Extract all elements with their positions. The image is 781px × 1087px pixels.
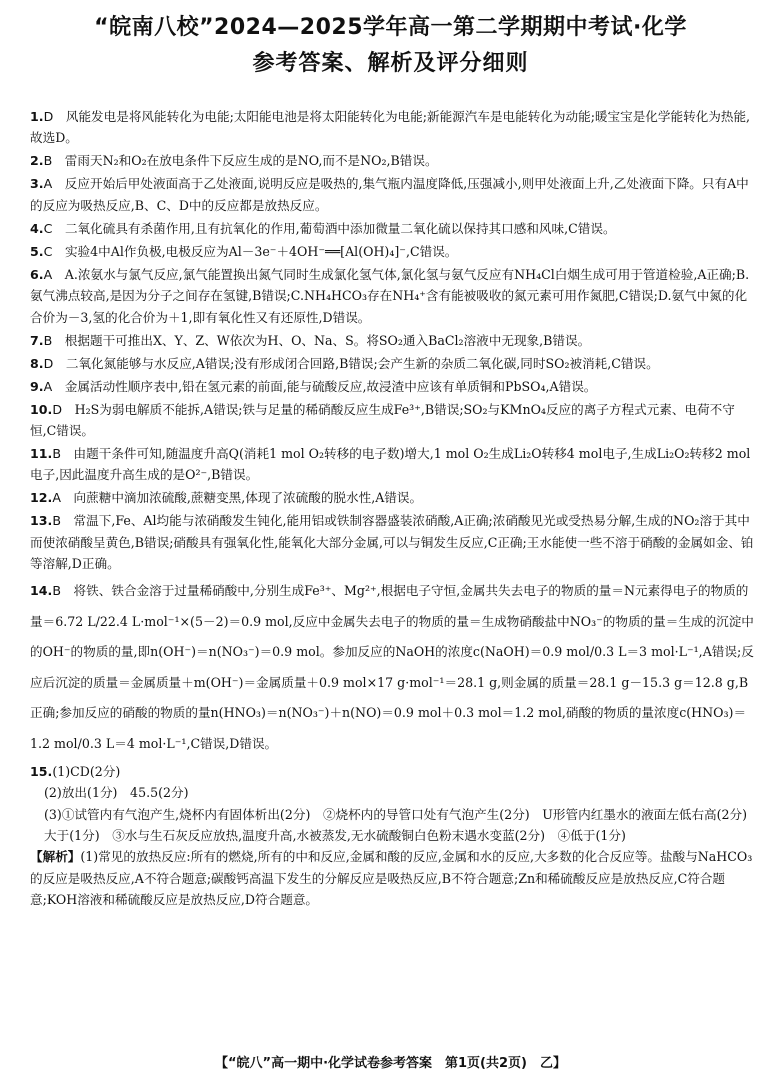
- answer-item: [30, 353, 758, 374]
- question-number: 4.: [30, 220, 44, 236]
- answer-letter: D: [43, 355, 54, 371]
- answer-letter: B: [52, 583, 61, 599]
- question-number: 2.: [30, 153, 44, 169]
- answer-item: [30, 264, 758, 328]
- analysis-label: 【解析】: [30, 849, 81, 865]
- answer-item: [30, 150, 758, 171]
- explanation-text: 根据题干可推出X、Y、Z、W依次为H、O、Na、S。将SO₂通入BaCl₂溶液中无现象,B错误。: [64, 332, 591, 348]
- explanation-text: H₂S为弱电解质不能拆,A错误;铁与足量的稀硝酸反应生成Fe³⁺,B错误;SO₂与KMnO₄反应的离子方程式元素、电荷不守恒,C错误。: [30, 401, 735, 439]
- page-footer: 【“皖八”高一期中·化学试卷参考答案 第1页(共2页) 乙】: [214, 1056, 566, 1071]
- answer-item: [30, 576, 758, 759]
- question-number: 7.: [30, 332, 44, 348]
- answer-letter: A: [43, 176, 53, 192]
- question-number: 10.: [30, 401, 53, 417]
- q15-part-3: (3)①试管内有气泡产生,烧杯内有固体析出(2分) ②烧杯内的导管口处有气泡产生(2分) U形管内红墨水的液面左低右高(2分) 大于(1分) ③水与生石灰反应放热,温度升高,水被蒸发,无水硫酸铜白色粉末遇水变蓝(2分) ④低于(1分): [44, 806, 760, 844]
- answer-item: [30, 241, 758, 262]
- answer-letter: A: [43, 378, 53, 394]
- question-number: 9.: [30, 378, 44, 394]
- answer-item: [30, 443, 758, 486]
- question-number: 15.: [30, 763, 53, 779]
- explanation-text: 二氧化氮能够与水反应,A错误;没有形成闭合回路,B错误;会产生新的杂质二氧化碳,同时SO₂被消耗,C错误。: [65, 355, 659, 371]
- explanation-text: 反应开始后甲处液面高于乙处液面,说明反应是吸热的,集气瓶内温度降低,压强减小,则甲处液面上升,乙处液面下降。只有A中的反应为吸热反应,B、C、D中的反应都是放热反应。: [30, 176, 749, 213]
- question-number: 13.: [30, 513, 53, 529]
- answer-item-15: [30, 761, 758, 911]
- answer-item: [30, 106, 758, 149]
- question-number: 14.: [30, 583, 53, 599]
- explanation-text: 常温下,Fe、Al均能与浓硝酸发生钝化,能用铝或铁制容器盛装浓硝酸,A正确;浓硝酸见光或受热易分解,生成的NO₂溶于其中而使浓硝酸呈黄色,B错误;硝酸具有强氧化性,能氧化大部分金属,可以与铜发生反应,C正确;王水能使一些不溶于硝酸的金属如金、铂等溶解,D正确。: [30, 513, 754, 572]
- answers-body: [30, 106, 758, 912]
- q15-part-2: (2)放出(1分) 45.5(2分): [44, 785, 189, 801]
- answer-item: [30, 218, 758, 239]
- answer-letter: D: [43, 109, 54, 124]
- question-number: 12.: [30, 490, 53, 506]
- question-number: 8.: [30, 355, 44, 371]
- explanation-text: 向蔗糖中滴加浓硫酸,蔗糖变黑,体现了浓硫酸的脱水性,A错误。: [73, 490, 423, 506]
- answer-letter: B: [52, 513, 61, 529]
- question-number: 1.: [30, 109, 44, 124]
- answer-letter: D: [52, 401, 63, 417]
- explanation-text: 由题干条件可知,随温度升高Q(消耗1 mol O₂转移的电子数)增大,1 mol O₂生成Li₂O转移4 mol电子,生成Li₂O₂转移2 mol电子,因此温度升高生成的是O²⁻,B错误。: [30, 446, 751, 483]
- answer-letter: C: [43, 243, 53, 259]
- explanation-text: 将铁、铁合金溶于过量稀硝酸中,分别生成Fe³⁺、Mg²⁺,根据电子守恒,金属共失去电子的物质的量＝N元素得电子的物质的量＝6.72 L/22.4 L·mol⁻¹×(5－2)＝0.9 mol,反应中金属失去电子的物质的量＝生成物硝酸盐中NO₃⁻的物质的量＝生成的沉淀中的OH⁻的物质的量,即n(OH⁻)＝n(NO₃⁻)＝0.9 mol。参加反应的NaOH的浓度c(NaOH)＝0.9 mol/0.3 L＝3 mol·L⁻¹,A错误;反应后沉淀的质量＝金属质量＋m(OH⁻)＝金属质量＋0.9 mol×17 g·mol⁻¹＝28.1 g,则金属的质量＝28.1 g－15.3 g＝12.8 g,B正确;参加反应的硝酸的物质的量n(HNO₃)＝n(NO₃⁻)＋n(NO)＝0.9 mol＋0.3 mol＝1.2 mol,硝酸的物质的量浓度c(HNO₃)＝1.2 mol/0.3 L＝4 mol·L⁻¹,C错误,D错误。: [30, 583, 754, 751]
- question-number: 3.: [30, 176, 44, 192]
- answer-item: [30, 487, 758, 508]
- question-number: 6.: [30, 266, 44, 282]
- question-number: 11.: [30, 446, 53, 462]
- answer-item: [30, 173, 758, 216]
- explanation-text: 二氧化硫具有杀菌作用,且有抗氧化的作用,葡萄酒中添加微量二氧化硫以保持其口感和风味,C错误。: [64, 220, 616, 236]
- answer-letter: A: [52, 490, 61, 506]
- analysis-text: (1)常见的放热反应:所有的燃烧,所有的中和反应,金属和酸的反应,金属和水的反应,大多数的化合反应等。盐酸与NaHCO₃的反应是吸热反应,A不符合题意;碳酸钙高温下发生的分解反应是吸热反应,B不符合题意;Zn和稀硫酸反应是放热反应,C符合题意;KOH溶液和稀硫酸反应是放热反应,D符合题意。: [30, 849, 753, 908]
- answer-item: [30, 330, 758, 351]
- answer-letter: C: [43, 220, 53, 236]
- explanation-text: 雷雨天N₂和O₂在放电条件下反应生成的是NO,而不是NO₂,B错误。: [64, 153, 438, 169]
- answer-letter: B: [52, 446, 61, 462]
- answer-letter: B: [43, 332, 53, 348]
- explanation-text: A.浓氨水与氯气反应,氯气能置换出氮气同时生成氯化氢气体,氯化氢与氨气反应有NH₄Cl白烟生成可用于管道检验,A正确;B.氨气沸点较高,是因为分子之间存在氢键,B错误;C.NH₄HCO₃存在NH₄⁺含有能被吸收的氮元素可用作氮肥,C错误;D.氨气中氮的化合价为－3,氢的化合价为＋1,即有氧化性又有还原性,D错误。: [30, 266, 750, 325]
- answer-item: [30, 510, 758, 574]
- explanation-text: 风能发电是将风能转化为电能;太阳能电池是将太阳能转化为电能;新能源汽车是电能转化为动能;暖宝宝是化学能转化为热能,故选D。: [30, 109, 751, 146]
- explanation-text: 实验4中Al作负极,电极反应为Al－3e⁻＋4OH⁻══[Al(OH)₄]⁻,C错误。: [64, 243, 458, 259]
- answer-letter: B: [43, 153, 53, 169]
- explanation-text: 金属活动性顺序表中,铅在氢元素的前面,能与硫酸反应,故浸渣中应该有单质铜和PbSO₄,A错误。: [64, 378, 597, 394]
- document-title: “皖南八校”2024—2025学年高一第二学期期中考试·化学: [94, 15, 687, 40]
- answer-item: [30, 376, 758, 397]
- answer-letter: A: [43, 266, 53, 282]
- question-number: 5.: [30, 243, 44, 259]
- answer-item: [30, 399, 758, 442]
- q15-part-1: (1)CD(2分): [52, 763, 121, 779]
- document-subtitle: 参考答案、解析及评分细则: [252, 51, 529, 76]
